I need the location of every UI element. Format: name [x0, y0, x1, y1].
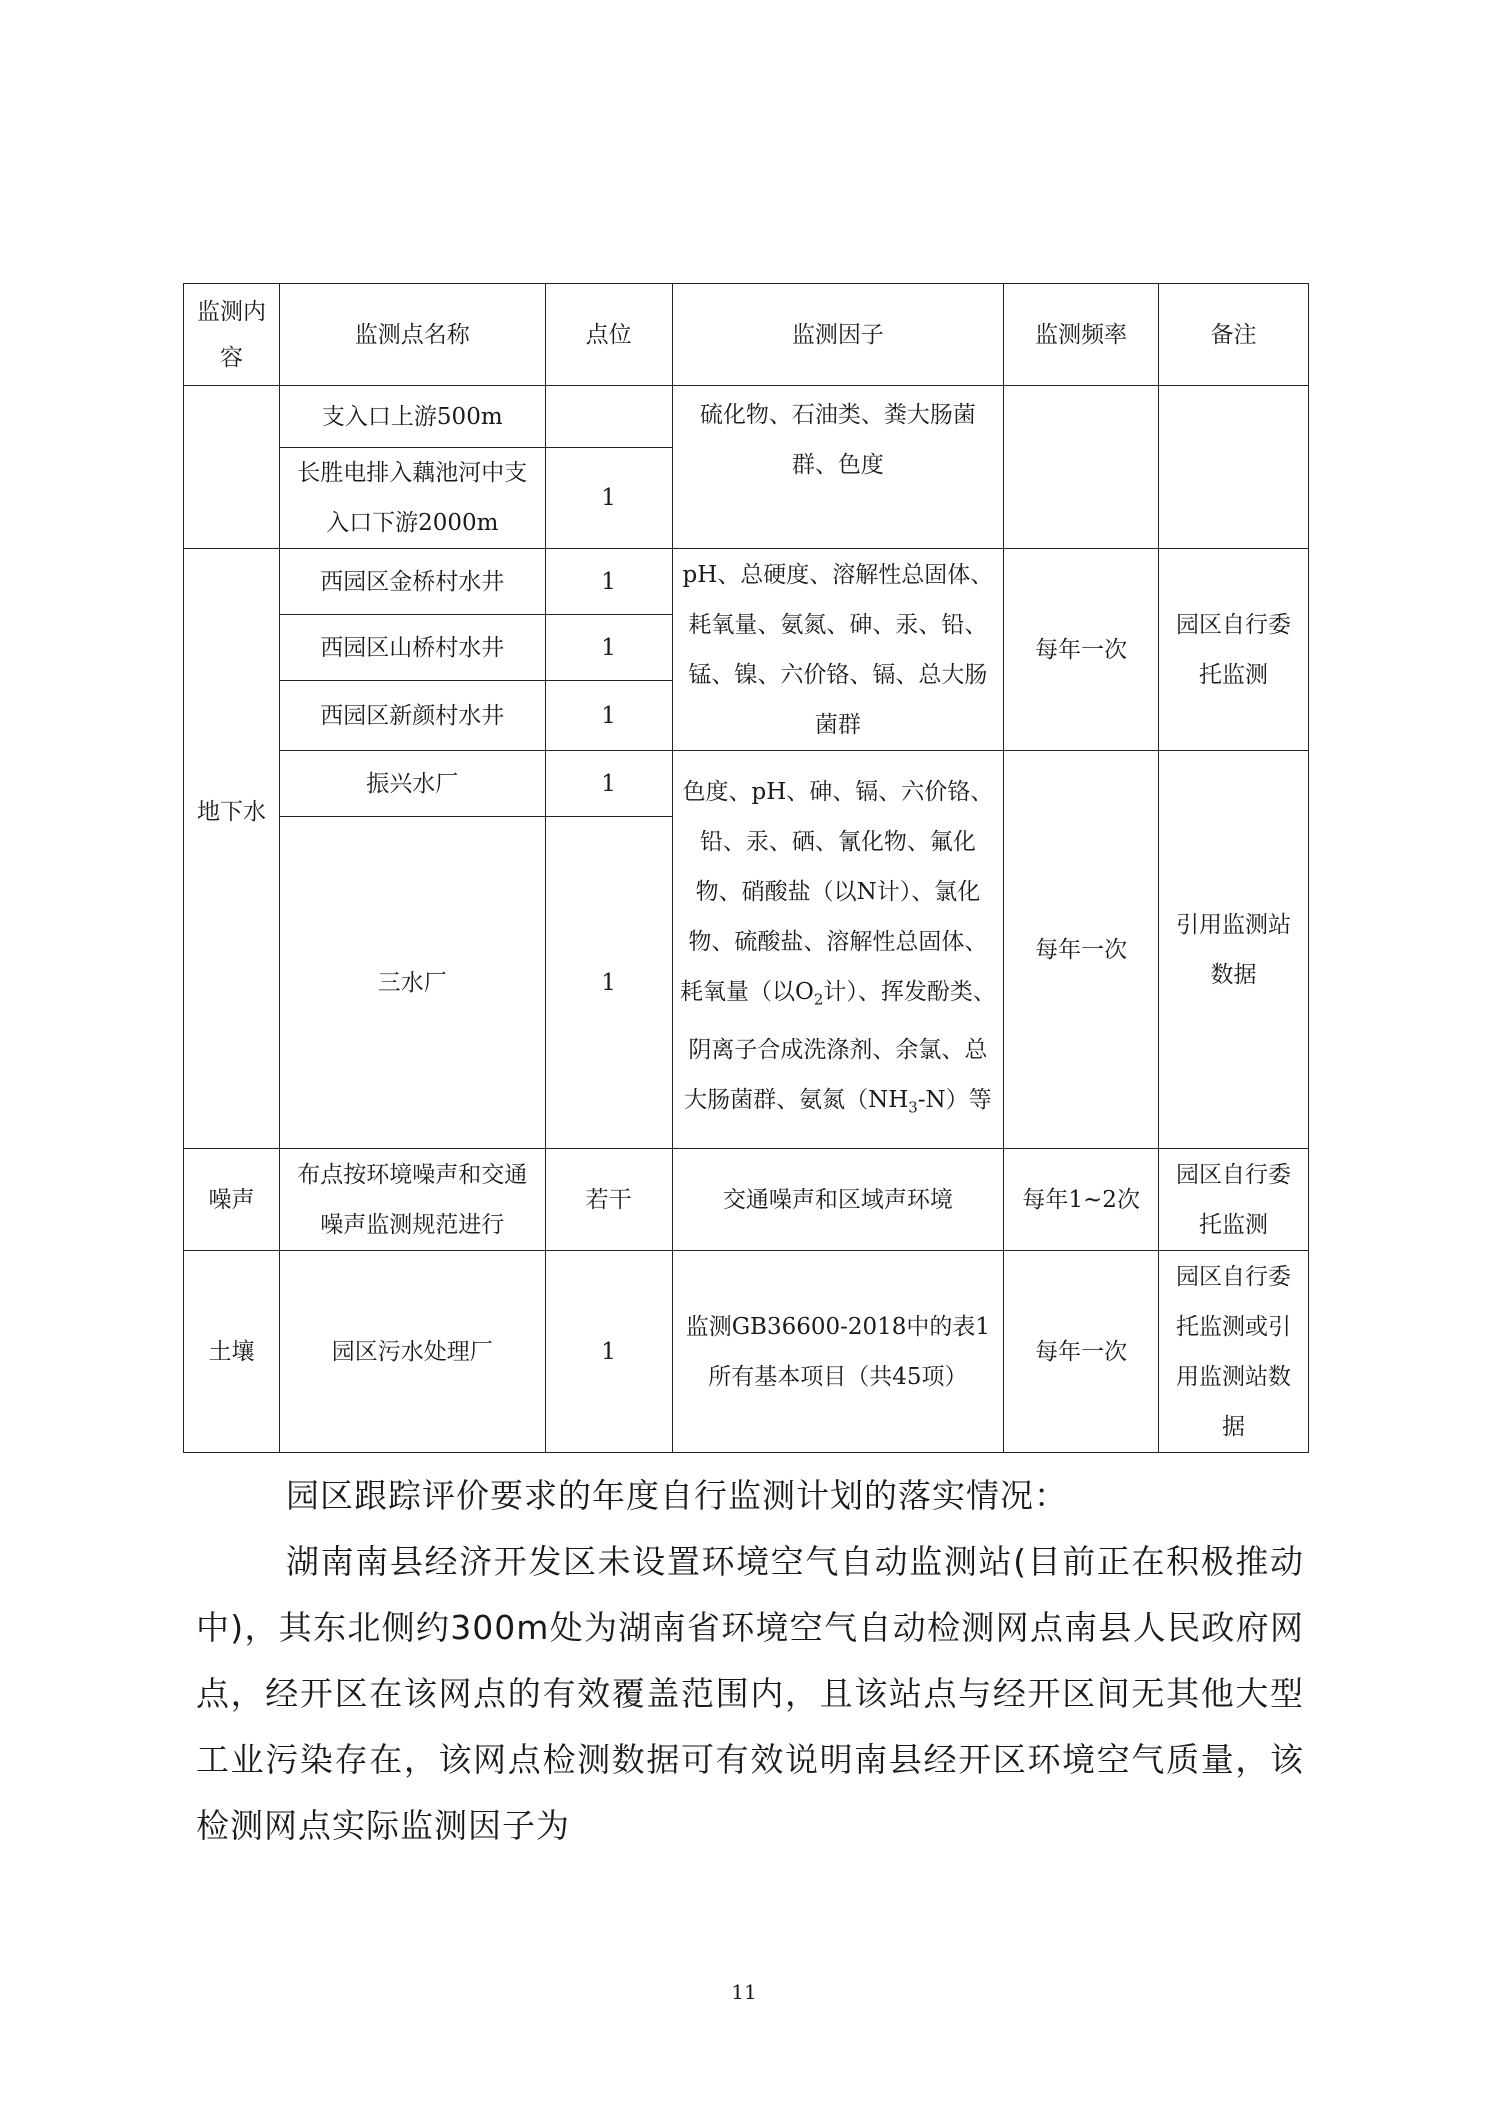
cell-content-noise: 噪声 — [184, 1149, 280, 1251]
body-paragraph: 湖南南县经济开发区未设置环境空气自动监测站(目前正在积极推动中)，其东北侧约300m处为湖南省环境空气自动检测网点南县人民政府网点，经开区在该网点的有效覆盖范围内，且该站点与经开区间无其他大型工业污染存在，该网点检测数据可有效说明南县经开区环境空气质量，该检测网点实际监测因子为 — [196, 1542, 1304, 1845]
header-content: 监测内容 — [184, 284, 280, 386]
cell-count: 1 — [545, 681, 672, 751]
table-header-row — [184, 284, 1309, 386]
body-paragraph-heading: 园区跟踪评价要求的年度自行监测计划的落实情况： — [286, 1476, 1068, 1515]
factor-text-part: 计）、挥发酚类、阴离子合成洗涤剂、余氯、总大肠菌群、氨氮（NH — [684, 978, 996, 1113]
header-note: 备注 — [1159, 284, 1309, 386]
cell-frequency: 每年一次 — [1004, 1251, 1159, 1453]
cell-frequency: 每年一次 — [1004, 549, 1159, 751]
cell-count: 1 — [545, 615, 672, 681]
factor-subscript: 2 — [813, 990, 824, 1009]
factor-text-part: -N）等 — [917, 1086, 992, 1113]
table-row — [184, 1251, 1309, 1453]
cell-point-name: 园区污水处理厂 — [279, 1251, 545, 1453]
cell-count: 若干 — [545, 1149, 672, 1251]
cell-point-name: 西园区金桥村水井 — [279, 549, 545, 615]
cell-count: 1 — [545, 1251, 672, 1453]
cell-point-name: 支入口上游500m — [279, 386, 545, 448]
cell-factor: 硫化物、石油类、粪大肠菌群、色度 — [672, 386, 1004, 549]
table-row — [184, 751, 1309, 817]
header-frequency: 监测频率 — [1004, 284, 1159, 386]
cell-count: 1 — [545, 817, 672, 1149]
cell-note: 引用监测站数据 — [1159, 751, 1309, 1149]
cell-point-name: 西园区新颜村水井 — [279, 681, 545, 751]
cell-point-name: 西园区山桥村水井 — [279, 615, 545, 681]
cell-content-empty — [184, 386, 280, 549]
cell-note: 园区自行委托监测 — [1159, 1149, 1309, 1251]
cell-factor: pH、总硬度、溶解性总固体、耗氧量、氨氮、砷、汞、铅、锰、镍、六价铬、镉、总大肠菌群 — [672, 549, 1004, 751]
cell-point-name: 三水厂 — [279, 817, 545, 1149]
factor-text-part: 色度、pH、砷、镉、六价铬、铅、汞、硒、氰化物、氟化物、硝酸盐（以N计）、氯化物、硫酸盐、溶解性总固体、耗氧量（以O — [679, 778, 994, 1005]
cell-count: 1 — [545, 751, 672, 817]
cell-note: 园区自行委托监测 — [1159, 549, 1309, 751]
cell-count: 1 — [545, 448, 672, 549]
cell-frequency: 每年一次 — [1004, 751, 1159, 1149]
cell-count-empty — [545, 386, 672, 448]
cell-point-name: 布点按环境噪声和交通噪声监测规范进行 — [279, 1149, 545, 1251]
cell-count: 1 — [545, 549, 672, 615]
cell-frequency: 每年1~2次 — [1004, 1149, 1159, 1251]
cell-content-soil: 土壤 — [184, 1251, 280, 1453]
header-count: 点位 — [545, 284, 672, 386]
cell-factor: 监测GB36600-2018中的表1所有基本项目（共45项） — [672, 1251, 1004, 1453]
cell-note: 园区自行委托监测或引用监测站数据 — [1159, 1251, 1309, 1453]
cell-note-empty — [1159, 386, 1309, 549]
header-factor: 监测因子 — [672, 284, 1004, 386]
cell-point-name: 振兴水厂 — [279, 751, 545, 817]
cell-factor-multi — [672, 751, 1004, 1149]
table-row — [184, 1149, 1309, 1251]
monitoring-plan-table — [183, 283, 1309, 1453]
cell-point-name: 长胜电排入藕池河中支入口下游2000m — [279, 448, 545, 549]
table-row — [184, 549, 1309, 615]
table-row — [184, 386, 1309, 448]
cell-content-groundwater: 地下水 — [184, 549, 280, 1149]
factor-subscript: 3 — [908, 1098, 918, 1117]
header-point-name: 监测点名称 — [279, 284, 545, 386]
page-number: 11 — [731, 1980, 757, 2004]
cell-factor: 交通噪声和区域声环境 — [672, 1149, 1004, 1251]
cell-frequency-empty — [1004, 386, 1159, 549]
